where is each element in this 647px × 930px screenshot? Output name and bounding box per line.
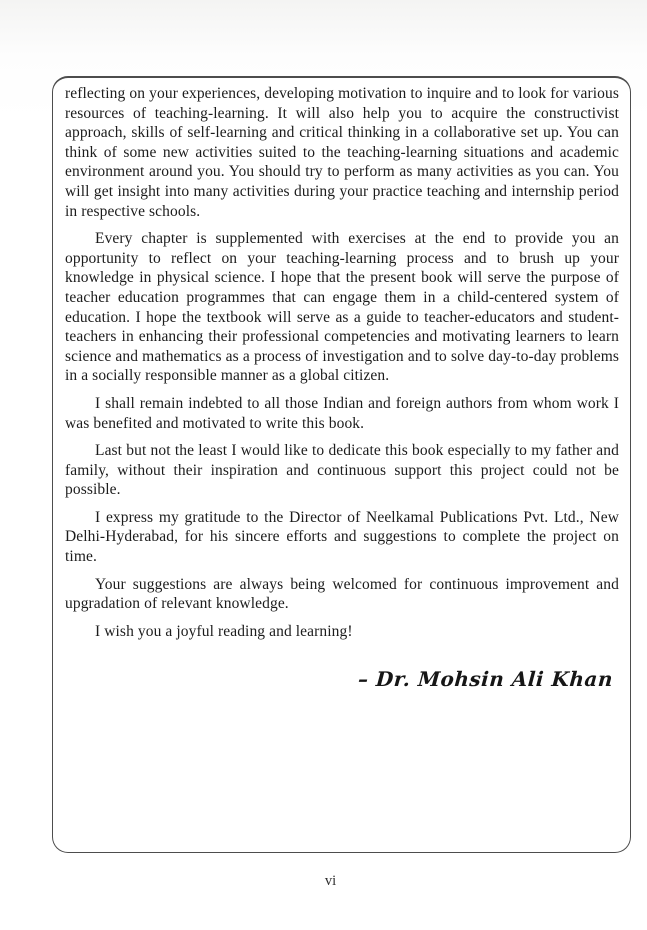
paragraph: I shall remain indebted to all those Indian and foreign authors from whom work I was benefited and motivated to write this book. (65, 394, 619, 432)
paragraph-continuation: reflecting on your experiences, developing motivation to inquire and to look for various resources of teaching-learning. It will also help you to acquire the constructivist approach, skills of self-learning and critical thinking in a collaborative set up. You can think of some new activities suited to the teaching-learning situations and academic environment around you. You should try to perform as many activities as you can. You will get insight into many activities during your practice teaching and internship period in respective schools. (65, 85, 619, 220)
paragraph: I wish you a joyful reading and learning! (95, 622, 353, 640)
page-number: vi (324, 873, 337, 889)
paragraph: I express my gratitude to the Director of Neelkamal Publications Pvt. Ltd., New Delhi-Hyderabad, for his sincere efforts and suggestions to complete the project on time. (65, 508, 619, 566)
paragraph: Every chapter is supplemented with exercises at the end to provide you an opportunity to reflect on your teaching-learning process and to brush up your knowledge in physical science. I hope that the present book will serve the purpose of teacher education programmes that can engage them in a child-centered system of education. I hope the textbook will serve as a guide to teacher-educators and student-teachers in enhancing their professional competencies and motivating learners to learn science and mathematics as a process of investigation and to solve day-to-day problems in a socially responsible manner as a global citizen. (65, 230, 619, 385)
author-signature: – Dr. Mohsin Ali Khan (357, 667, 614, 692)
content-border-box (52, 76, 631, 853)
paragraph: Your suggestions are always being welcomed for continuous improvement and upgradation of relevant knowledge. (65, 575, 619, 613)
paragraph: Last but not the least I would like to dedicate this book especially to my father and family, without their inspiration and continuous support this project could not be possible. (65, 442, 619, 499)
